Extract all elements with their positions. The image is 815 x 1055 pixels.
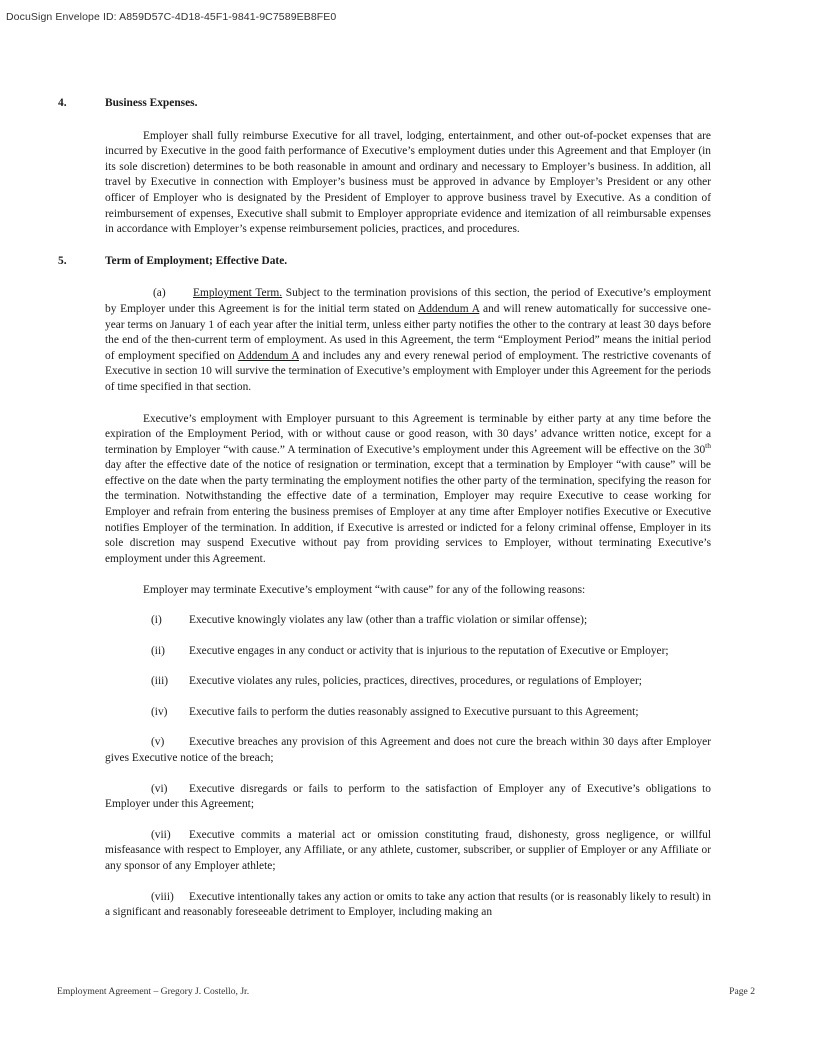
page-number: Page 2: [729, 986, 755, 997]
employment-term-title: Employment Term.: [193, 287, 283, 300]
termination-text-1: Executive’s employment with Employer pursuant to this Agreement is terminable by either party at any time before the expiration of the Employment Period, with or without cause or good reason, with 30 days’ advance written notice, except for a termination by Employer “with cause.” A termination of Executive’s employment under this Agreement will be effective on the 30: [105, 412, 711, 456]
reason-number: (iii): [151, 675, 169, 688]
reason-text: Executive disregards or fails to perform to the satisfaction of Employer any of Executive’s obligations to Employer under this Agreement;: [105, 782, 711, 811]
list-item: [105, 890, 711, 921]
reason-number: (iv): [151, 705, 168, 718]
section-5a-paragraph: [105, 286, 711, 395]
envelope-id: DocuSign Envelope ID: A859D57C-4D18-45F1-9841-9C7589EB8FE0: [6, 11, 337, 23]
list-item: [105, 644, 711, 660]
reason-text: Executive commits a material act or omission constituting fraud, dishonesty, gross negligence, or willful misfeasance with respect to Employer, any Affiliate, or any athlete, customer, subscriber, or supplier of Employer or any Affiliate or any sponsor of any Employer athlete;: [105, 828, 711, 872]
reason-text: Executive violates any rules, policies, practices, directives, procedures, or regulations of Employer;: [189, 675, 642, 688]
section-5a-text-2: and will renew automatically for successive one-year terms on January 1 of each year after the initial term, unless either party notifies the other to the contrary at least 30 days before the end of the then-current term of employment. As used in this Agreement, the term “Employment Period” means the initial period of employment specified on: [105, 302, 711, 362]
list-item: [105, 782, 711, 813]
section-4-heading: [58, 96, 711, 112]
list-item: [105, 705, 711, 721]
list-item: [105, 613, 711, 629]
reason-text: Executive knowingly violates any law (other than a traffic violation or similar offense);: [189, 614, 588, 627]
reasons-intro: Employer may terminate Executive’s employment “with cause” for any of the following reasons:: [143, 584, 586, 597]
section-4-paragraph: Employer shall fully reimburse Executive for all travel, lodging, entertainment, and other out-of-pocket expenses that are incurred by Executive in the good faith performance of Executive’s employment duties under this Agreement and that Employer (in its sole discretion) determines to be both reasonable in amount and ordinary and necessary to Employer’s business. In addition, all travel by Executive in connection with Employer’s business must be approved in advance by Employer’s President or any other officer of Employer who is designated by the President of Employer to approve business travel by Executive. As a condition of reimbursement of expenses, Executive shall submit to Employer appropriate evidence and itemization of all reimbursable expenses in accordance with Employer’s expense reimbursement policies, practices, and procedures.: [105, 129, 711, 236]
addendum-a-ref-2: Addendum A: [237, 349, 299, 362]
termination-text-2: day after the effective date of the notice of resignation or termination, except that a termination by Employer “with cause” will be effective on the date when the party terminating the employment notifies the other party of the termination, specifying the reason for the termination. Notwithstanding the effective date of a termination, Employer may require Executive to cease working for Employer and refrain from entering the business premises of Employer at any time after Employer notifies Executive or Executive notifies Employer of the termination. In addition, if Executive is arrested or indicted for a felony criminal offense, Employer in its sole discretion may suspend Executive without pay from providing services to Employer, without terminating Executive’s employment under this Agreement.: [105, 459, 711, 565]
section-4-number: 4.: [58, 97, 67, 109]
reason-number: (viii): [151, 890, 174, 903]
section-5-number: 5.: [58, 254, 67, 267]
list-item: [105, 735, 711, 766]
reason-number: (ii): [151, 644, 165, 657]
list-item: [105, 674, 711, 690]
subsection-a-label: (a): [153, 287, 166, 300]
reason-number: (vii): [151, 828, 171, 841]
addendum-a-ref-1: Addendum A: [417, 302, 480, 315]
section-5a-text-1: Subject to the termination provisions of this section, the period of Executive’s employment by Employer under this Agreement is for the initial term stated on: [105, 287, 711, 315]
reason-number: (vi): [151, 782, 168, 795]
reason-number: (i): [151, 614, 162, 627]
reason-text: Executive intentionally takes any action or omits to take any action that results (or is reasonably likely to result) in a significant and reasonably foreseeable detriment to Employer, including making an: [105, 890, 711, 919]
reason-number: (v): [151, 736, 165, 749]
footer-document-title: Employment Agreement – Gregory J. Costello, Jr.: [57, 986, 250, 997]
reason-text: Executive fails to perform the duties reasonably assigned to Executive pursuant to this Agreement;: [189, 705, 639, 718]
termination-paragraph: [105, 412, 711, 568]
section-5-title: Term of Employment; Effective Date.: [105, 254, 288, 267]
document-body: [58, 96, 711, 936]
section-5-heading: [58, 254, 711, 270]
section-4-title: Business Expenses.: [105, 97, 198, 109]
list-item: [105, 828, 711, 875]
reason-text: Executive engages in any conduct or activity that is injurious to the reputation of Executive or Employer;: [189, 644, 669, 657]
ordinal-suffix: th: [705, 440, 711, 450]
reasons-list: [105, 613, 711, 921]
section-5a-text-3: and includes any and every renewal period of employment. The restrictive covenants of Executive in section 10 will survive the termination of Executive’s employment with Employer under this Agreement for the periods of time specified in that section.: [105, 349, 711, 393]
reason-text: Executive breaches any provision of this Agreement and does not cure the breach within 30 days after Employer gives Executive notice of the breach;: [105, 736, 711, 764]
